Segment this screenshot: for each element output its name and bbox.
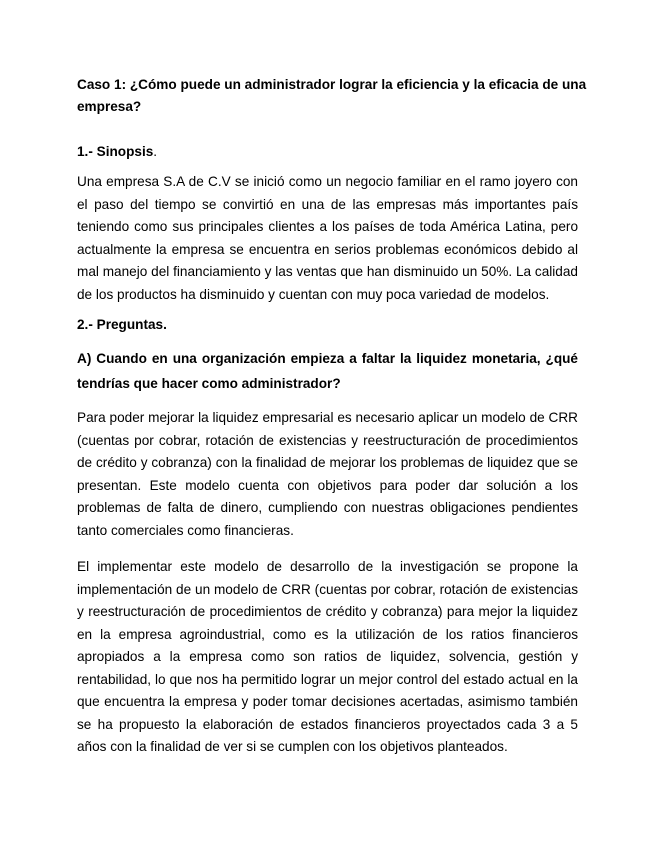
case-title: Caso 1: ¿Cómo puede un administrador lograr la eficiencia y la eficacia de una empresa?	[77, 77, 587, 114]
preguntas-heading: 2.- Preguntas.	[77, 317, 167, 332]
question-a: A) Cuando en una organización empieza a faltar la liquidez monetaria, ¿qué tendrías que hacer como administrador?	[77, 351, 578, 391]
sinopsis-heading-period: .	[153, 144, 158, 159]
sinopsis-heading	[77, 141, 157, 163]
sinopsis-heading-label: 1.- Sinopsis	[77, 144, 154, 159]
sinopsis-paragraph: Una empresa S.A de C.V se inició como un negocio familiar en el ramo joyero con el paso del tiempo se convirtió en una de las empresas más importantes país teniendo como sus principales clientes a los países de toda América Latina, pero actualmente la empresa se encuentra en serios problemas económicos debido al mal manejo del financiamiento y las ventas que han disminuido un 50%. La calidad de los productos ha disminuido y cuentan con muy poca variedad de modelos.	[77, 174, 578, 302]
answer-paragraph-2: El implementar este modelo de desarrollo de la investigación se propone la implementación de un modelo de CRR (cuentas por cobrar, rotación de existencias y reestructuración de procedimientos de crédito y cobranza) para mejor la liquidez en la empresa agroindustrial, como es la utilización de los ratios financieros apropiados a la empresa como son ratios de liquidez, solvencia, gestión y rentabilidad, lo que nos ha permitido lograr un mejor control del estado actual en la que encuentra la empresa y poder tomar decisiones acertadas, asimismo también se ha propuesto la elaboración de estados financieros proyectados cada 3 a 5 años con la finalidad de ver si se cumplen con los objetivos planteados.	[77, 559, 578, 754]
answer-paragraph-1: Para poder mejorar la liquidez empresarial es necesario aplicar un modelo de CRR (cuentas por cobrar, rotación de existencias y reestructuración de procedimientos de crédito y cobranza) con la finalidad de mejorar los problemas de liquidez que se presentan. Este modelo cuenta con objetivos para poder dar solución a los problemas de falta de dinero, cumpliendo con nuestras obligaciones pendientes tanto comerciales como financieras.	[77, 410, 578, 538]
